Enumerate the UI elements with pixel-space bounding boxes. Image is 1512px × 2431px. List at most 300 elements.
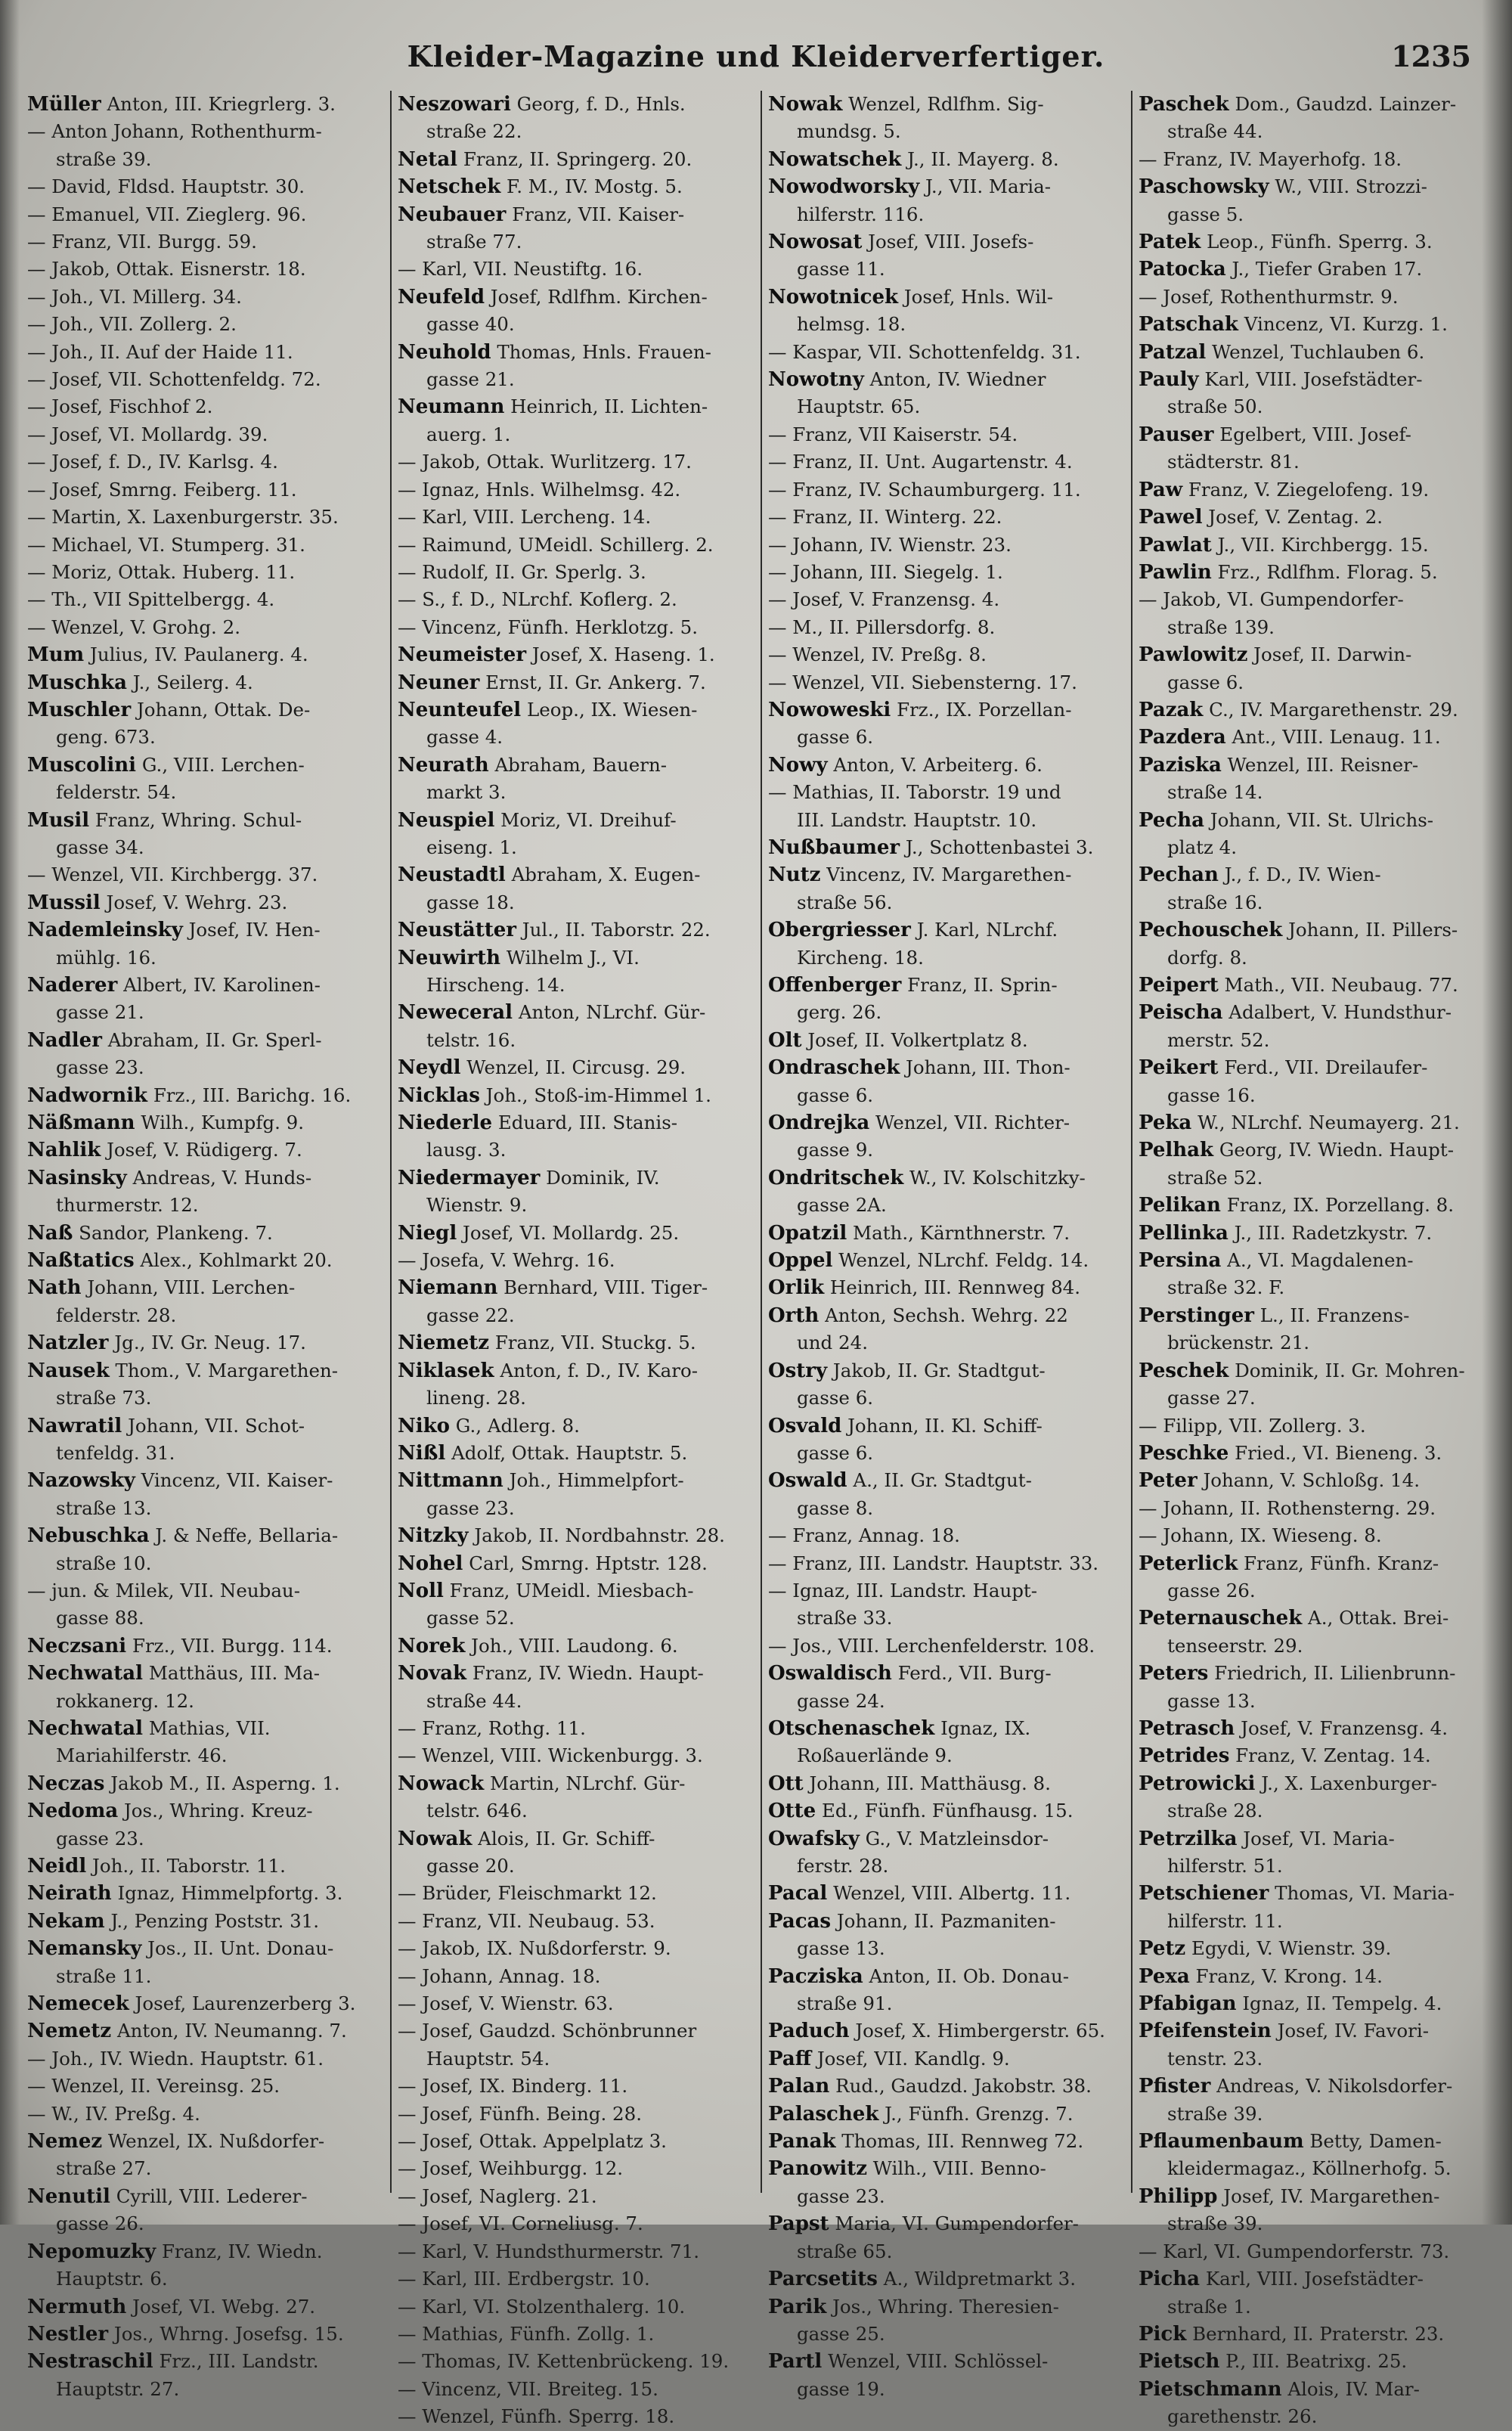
entry-details: Anton, Sechsh. Wehrg. 22 <box>825 1304 1068 1326</box>
entry-details: Jul., II. Taborstr. 22. <box>522 919 711 941</box>
entry-details: W., IV. Kolschitzky- <box>909 1166 1086 1189</box>
entry-continuation <box>398 1027 751 1054</box>
directory-entry <box>398 1082 751 1109</box>
entry-details: J., II. Mayerg. 8. <box>907 147 1059 170</box>
entry-details: Fried., VI. Bieneng. 3. <box>1235 1441 1442 1464</box>
directory-entry <box>398 504 751 531</box>
entry-details: — Jakob, Ottak. Eisnerstr. 18. <box>27 258 306 281</box>
directory-entry <box>768 1797 1122 1825</box>
directory-entry <box>398 146 751 173</box>
entry-surname: Nestler <box>27 2322 109 2346</box>
entry-surname: Nenutil <box>27 2184 110 2208</box>
entry-continuation <box>27 1963 381 1990</box>
entry-details: Abraham, Bauern- <box>494 753 668 776</box>
entry-details: straße 13. <box>56 1496 152 1519</box>
entry-surname: Petrzilka <box>1139 1827 1238 1850</box>
directory-entry <box>768 1302 1122 1329</box>
directory-entry <box>27 1522 381 1549</box>
entry-details: Franz, IV. Wiedn. <box>161 2240 323 2262</box>
entry-details: Anton, III. Kriegrlerg. 3. <box>107 93 336 115</box>
entry-details: — Wenzel, VII. Kirchbergg. 37. <box>27 864 318 886</box>
entry-surname: Nadler <box>27 1028 102 1052</box>
directory-entry <box>398 448 751 476</box>
entry-details: — Rudolf, II. Gr. Sperlg. 3. <box>398 560 646 583</box>
entry-details: J., Penzing Poststr. 31. <box>110 1909 320 1932</box>
entry-details: — W., IV. Preßg. 4. <box>27 2102 200 2125</box>
entry-details: gasse 23. <box>797 2184 885 2207</box>
entry-details: Wenzel, IX. Nußdorfer- <box>107 2130 325 2153</box>
directory-entry <box>27 1715 381 1742</box>
directory-entry <box>398 2128 751 2155</box>
entry-surname: Partl <box>768 2350 823 2374</box>
entry-surname: Netschek <box>398 175 501 199</box>
entry-details: straße 50. <box>1167 395 1263 418</box>
entry-details: — Wenzel, Fünfh. Sperrg. 18. <box>398 2405 675 2428</box>
directory-entry <box>1139 1522 1492 1549</box>
directory-entry <box>27 1027 381 1054</box>
entry-continuation <box>1139 779 1492 806</box>
entry-continuation <box>1139 1577 1492 1605</box>
entry-details: Betty, Damen- <box>1309 2130 1442 2153</box>
entry-details: Josef, V. Franzensg. 4. <box>1241 1716 1448 1739</box>
entry-surname: Peschke <box>1139 1441 1229 1465</box>
directory-entry <box>398 2155 751 2182</box>
directory-entry <box>27 311 381 338</box>
entry-surname: Paziska <box>1139 753 1222 777</box>
entry-surname: Picha <box>1139 2268 1201 2291</box>
entry-details: Franz, II. Springerg. 20. <box>463 147 692 170</box>
entry-surname: Otte <box>768 1800 816 1823</box>
entry-details: — Joh., IV. Wiedn. Hauptstr. 61. <box>27 2047 324 2070</box>
entry-surname: Nazowsky <box>27 1469 135 1493</box>
entry-surname: Pazak <box>1139 698 1204 721</box>
directory-entry <box>768 421 1122 448</box>
directory-entry <box>1139 1990 1492 2017</box>
directory-entry <box>27 889 381 916</box>
directory-entry <box>398 916 751 944</box>
entry-surname: Nowodworsky <box>768 175 920 199</box>
entry-details: — Emanuel, VII. Zieglerg. 96. <box>27 203 307 225</box>
directory-entry <box>398 1660 751 1687</box>
entry-details: felderstr. 54. <box>56 781 177 804</box>
entry-continuation <box>768 311 1122 338</box>
entry-continuation <box>1139 1329 1492 1357</box>
entry-continuation <box>768 1990 1122 2017</box>
entry-surname: Muschka <box>27 671 127 694</box>
directory-entry <box>398 559 751 586</box>
directory-entry <box>27 366 381 393</box>
directory-entry <box>27 1935 381 1962</box>
entry-surname: Nowotnicek <box>768 285 899 309</box>
entry-details: Joh., Stoß-im-Himmel 1. <box>485 1084 711 1106</box>
directory-entry <box>398 1247 751 1274</box>
directory-entry <box>1139 284 1492 311</box>
directory-entry <box>27 752 381 779</box>
directory-entry <box>1139 972 1492 999</box>
entry-continuation <box>27 2376 381 2403</box>
entry-details: gasse 40. <box>426 313 515 336</box>
entry-details: Josef, VII. Kandlg. 9. <box>816 2047 1010 2070</box>
entry-surname: Niederle <box>398 1112 493 1135</box>
entry-details: gasse 4. <box>426 726 503 749</box>
entry-surname: Oppel <box>768 1249 833 1273</box>
entry-details: gasse 11. <box>797 258 885 281</box>
entry-surname: Neirath <box>27 1882 112 1905</box>
entry-continuation <box>27 944 381 972</box>
entry-surname: Petrides <box>1139 1744 1230 1768</box>
directory-entry <box>398 2403 751 2430</box>
entry-details: C., IV. Margarethenstr. 29. <box>1209 698 1458 721</box>
entry-surname: Pelikan <box>1139 1194 1221 1217</box>
directory-entry <box>1139 1495 1492 1522</box>
directory-entry <box>768 861 1122 888</box>
entry-details: gasse 6. <box>1167 671 1244 693</box>
entry-details: Wenzel, NLrchf. Feldg. 14. <box>838 1249 1089 1272</box>
entry-details: — Josef, f. D., IV. Karlsg. 4. <box>27 451 278 473</box>
entry-details: Wilh., VIII. Benno- <box>872 2157 1046 2180</box>
directory-entry <box>27 118 381 145</box>
entry-continuation <box>768 1384 1122 1412</box>
entry-details: — jun. & Milek, VII. Neubau- <box>27 1579 300 1602</box>
entry-details: straße 33. <box>797 1607 893 1629</box>
directory-entry <box>768 2265 1122 2293</box>
entry-details: geng. 673. <box>56 726 156 749</box>
entry-details: — Ignaz, III. Landstr. Haupt- <box>768 1579 1038 1602</box>
entry-details: hilferstr. 11. <box>1167 1909 1283 1932</box>
entry-continuation <box>27 1688 381 1715</box>
entry-surname: Nowak <box>398 1827 472 1850</box>
entry-details: — Franz, Rothg. 11. <box>398 1716 586 1739</box>
directory-entry <box>1139 1742 1492 1769</box>
entry-details: felderstr. 28. <box>56 1304 177 1326</box>
directory-entry <box>398 2017 751 2045</box>
entry-surname: Nittmann <box>398 1469 503 1493</box>
entry-details: brückenstr. 21. <box>1167 1332 1309 1354</box>
directory-entry <box>27 807 381 834</box>
entry-details: gasse 21. <box>56 1001 144 1024</box>
entry-continuation <box>768 1192 1122 1219</box>
directory-entry <box>27 861 381 888</box>
entry-details: garethenstr. 26. <box>1167 2405 1318 2428</box>
directory-entry <box>27 1633 381 1660</box>
directory-entry <box>1139 311 1492 338</box>
directory-entry <box>1139 1220 1492 1247</box>
directory-entry <box>398 1522 751 1549</box>
directory-entry <box>398 1357 751 1384</box>
directory-entry <box>27 1247 381 1274</box>
entry-details: III. Landstr. Hauptstr. 10. <box>797 808 1037 831</box>
entry-surname: Otschenaschek <box>768 1716 935 1740</box>
directory-entry <box>398 861 751 888</box>
entry-details: — Johann, II. Rothensterng. 29. <box>1139 1496 1436 1519</box>
entry-continuation <box>768 118 1122 145</box>
entry-details: — Wenzel, IV. Preßg. 8. <box>768 643 987 666</box>
entry-details: — Karl, III. Erdbergstr. 10. <box>398 2268 650 2290</box>
entry-details: gasse 27. <box>1167 1387 1256 1409</box>
entry-continuation <box>398 366 751 393</box>
entry-continuation <box>398 1853 751 1880</box>
entry-continuation <box>398 1136 751 1164</box>
page-shadow-left <box>0 0 20 2225</box>
entry-details: Vincenz, VI. Kurzg. 1. <box>1244 313 1448 336</box>
directory-entry <box>1139 1963 1492 1990</box>
entry-continuation <box>768 1082 1122 1109</box>
entry-continuation <box>1139 1853 1492 1880</box>
entry-continuation <box>27 999 381 1026</box>
entry-details: straße 65. <box>797 2240 893 2262</box>
entry-surname: Pacas <box>768 1909 832 1933</box>
directory-entry <box>398 256 751 283</box>
entry-surname: Naß <box>27 1221 73 1245</box>
entry-details: L., II. Franzens- <box>1259 1304 1410 1326</box>
directory-entry <box>398 532 751 559</box>
entry-details: — Josef, Fünfh. Being. 28. <box>398 2102 643 2125</box>
entry-surname: Paff <box>768 2047 812 2070</box>
entry-continuation <box>398 421 751 448</box>
entry-surname: Neustadtl <box>398 864 506 887</box>
directory-entry <box>398 2293 751 2321</box>
entry-surname: Patschak <box>1139 313 1238 336</box>
entry-surname: Nath <box>27 1276 82 1300</box>
directory-entry <box>768 2293 1122 2321</box>
entry-details: Anton, IV. Wiedner <box>869 368 1046 391</box>
entry-details: Abraham, X. Eugen- <box>511 864 701 886</box>
entry-continuation <box>768 807 1122 834</box>
entry-continuation <box>768 1935 1122 1962</box>
entry-surname: Opatzil <box>768 1221 847 1245</box>
directory-entry <box>1139 559 1492 586</box>
entry-continuation <box>768 724 1122 751</box>
entry-continuation <box>1139 614 1492 641</box>
entry-surname: Nutz <box>768 864 821 887</box>
entry-details: — Josef, V. Franzensg. 4. <box>768 588 1000 611</box>
entry-surname: Neuner <box>398 671 480 694</box>
entry-surname: Nebuschka <box>27 1524 150 1548</box>
entry-details: gasse 2A. <box>797 1194 887 1217</box>
entry-continuation <box>1139 1688 1492 1715</box>
entry-continuation <box>768 1495 1122 1522</box>
entry-details: gasse 23. <box>56 1827 144 1850</box>
entry-details: — Franz, VII Kaiserstr. 54. <box>768 423 1018 445</box>
entry-details: Frz., III. Landstr. <box>159 2350 319 2373</box>
entry-surname: Nepomuzky <box>27 2240 156 2263</box>
entry-details: Wenzel, VIII. Albertg. 11. <box>833 1882 1071 1905</box>
directory-entry <box>768 916 1122 944</box>
directory-entry <box>398 669 751 696</box>
entry-details: Friedrich, II. Lilienbrunn- <box>1214 1662 1456 1685</box>
directory-entry <box>27 2073 381 2100</box>
entry-details: Josef, V. Zentag. 2. <box>1208 506 1383 529</box>
entry-details: ferstr. 28. <box>797 1855 889 1877</box>
directory-entry <box>398 2183 751 2210</box>
entry-details: — Jakob, VI. Gumpendorfer- <box>1139 588 1404 611</box>
directory-entry <box>1139 586 1492 613</box>
entry-details: Abraham, II. Gr. Sperl- <box>107 1028 322 1051</box>
entry-details: straße 39. <box>1167 2212 1263 2235</box>
directory-entry <box>768 1550 1122 1577</box>
directory-entry <box>768 173 1122 200</box>
entry-surname: Neczsani <box>27 1634 127 1657</box>
entry-surname: Nedoma <box>27 1800 119 1823</box>
entry-details: Franz, Fünfh. Kranz- <box>1244 1552 1439 1574</box>
entry-details: Hauptstr. 65. <box>797 395 921 418</box>
directory-entry <box>768 228 1122 256</box>
entry-continuation <box>1139 1797 1492 1825</box>
entry-details: A., Wildpretmarkt 3. <box>883 2268 1077 2290</box>
directory-entry <box>1139 2183 1492 2210</box>
directory-entry <box>768 2017 1122 2045</box>
entry-details: Mathias, VII. <box>148 1716 271 1739</box>
directory-entry <box>1139 476 1492 504</box>
entry-details: — Josef, Rothenthurmstr. 9. <box>1139 285 1399 308</box>
entry-details: Johann, VII. St. Ulrichs- <box>1210 808 1434 831</box>
directory-entry <box>768 669 1122 696</box>
entry-details: J., Tiefer Graben 17. <box>1232 258 1423 281</box>
directory-entry <box>1139 2376 1492 2403</box>
entry-details: gasse 20. <box>426 1855 515 1877</box>
entry-details: Anton, f. D., IV. Karo- <box>500 1359 699 1381</box>
entry-details: straße 16. <box>1167 891 1263 913</box>
entry-details: Franz, IV. Wiedn. Haupt- <box>472 1662 704 1685</box>
entry-continuation <box>768 999 1122 1026</box>
entry-details: — Jakob, IX. Nußdorferstr. 9. <box>398 1937 671 1960</box>
entry-surname: Muscolini <box>27 753 137 777</box>
column-1 <box>27 91 381 2400</box>
directory-entry <box>768 1770 1122 1797</box>
entry-surname: Müller <box>27 93 101 116</box>
entry-details: Josef, VI. Mollardg. 25. <box>463 1221 680 1244</box>
entry-details: Heinrich, III. Rennweg 84. <box>829 1276 1081 1299</box>
entry-continuation <box>27 834 381 861</box>
entry-surname: Niedermayer <box>398 1166 541 1189</box>
directory-entry <box>768 2348 1122 2375</box>
entry-details: Franz, II. Sprin- <box>907 974 1058 996</box>
entry-details: Josef, Rdlfhm. Kirchen- <box>490 285 708 308</box>
entry-details: Ferd., VII. Dreilaufer- <box>1224 1056 1428 1079</box>
entry-details: G., Adlerg. 8. <box>455 1414 580 1437</box>
entry-details: hilferstr. 116. <box>797 203 925 225</box>
entry-surname: Pietsch <box>1139 2350 1220 2374</box>
directory-entry <box>1139 2128 1492 2155</box>
directory-entry <box>768 1880 1122 1907</box>
entry-details: Wilh., Kumpfg. 9. <box>141 1112 305 1134</box>
entry-continuation <box>27 1192 381 1219</box>
entry-details: Joh., VIII. Laudong. 6. <box>471 1634 678 1657</box>
directory-entry <box>1139 1109 1492 1136</box>
directory-entry <box>1139 504 1492 531</box>
directory-entry <box>768 1109 1122 1136</box>
entry-details: straße 77. <box>426 231 522 253</box>
directory-entry <box>768 1825 1122 1853</box>
entry-details: Jg., IV. Gr. Neug. 17. <box>114 1332 306 1354</box>
entry-details: Josef, VIII. Josefs- <box>868 231 1034 253</box>
entry-details: gasse 25. <box>797 2322 885 2345</box>
directory-entry <box>1139 641 1492 668</box>
entry-details: Rud., Gaudzd. Jakobstr. 38. <box>835 2075 1092 2098</box>
directory-entry <box>768 2101 1122 2128</box>
entry-surname: Peter <box>1139 1469 1198 1493</box>
entry-continuation <box>398 311 751 338</box>
column-2 <box>398 91 751 2428</box>
directory-entry <box>1139 146 1492 173</box>
directory-entry <box>398 2101 751 2128</box>
directory-entry <box>768 1660 1122 1687</box>
entry-surname: Petschiener <box>1139 1882 1269 1905</box>
directory-entry <box>1139 173 1492 200</box>
entry-details: Jakob, II. Gr. Stadtgut- <box>832 1359 1046 1381</box>
directory-entry <box>1139 91 1492 118</box>
entry-details: Johann, II. Kl. Schiff- <box>847 1414 1043 1437</box>
entry-surname: Peterlick <box>1139 1552 1238 1575</box>
entry-surname: Pauser <box>1139 423 1214 446</box>
entry-surname: Neunteufel <box>398 698 522 721</box>
entry-surname: Nowatschek <box>768 147 902 171</box>
directory-entry <box>398 2238 751 2265</box>
directory-entry <box>398 752 751 779</box>
entry-details: merstr. 52. <box>1167 1028 1270 1051</box>
entry-surname: Nißl <box>398 1441 446 1465</box>
entry-surname: Nicklas <box>398 1084 480 1107</box>
entry-details: Ed., Fünfh. Fünfhausg. 15. <box>822 1800 1074 1822</box>
entry-details: straße 73. <box>56 1387 152 1409</box>
entry-details: straße 39. <box>1167 2102 1263 2125</box>
directory-entry <box>398 1412 751 1440</box>
directory-entry <box>27 201 381 228</box>
directory-entry <box>27 641 381 668</box>
entry-continuation <box>398 1192 751 1219</box>
directory-entry <box>1139 916 1492 944</box>
entry-details: Martin, NLrchf. Gür- <box>489 1772 686 1794</box>
entry-details: Johann, III. Thon- <box>906 1056 1070 1079</box>
directory-entry <box>398 1715 751 1742</box>
directory-entry <box>1139 1550 1492 1577</box>
directory-entry <box>398 2348 751 2375</box>
entry-details: Maria, VI. Gumpendorfer- <box>835 2212 1079 2235</box>
directory-entry <box>27 2321 381 2348</box>
directory-entry <box>768 284 1122 311</box>
directory-entry <box>1139 1660 1492 1687</box>
entry-details: Johann, VII. Schot- <box>128 1414 305 1437</box>
entry-details: J., Fünfh. Grenzg. 7. <box>885 2102 1074 2125</box>
entry-surname: Petrasch <box>1139 1716 1235 1740</box>
entry-details: Egydi, V. Wienstr. 39. <box>1191 1937 1392 1960</box>
entry-details: — Josefa, V. Wehrg. 16. <box>398 1249 615 1272</box>
directory-entry <box>1139 1605 1492 1632</box>
directory-entry <box>398 1054 751 1081</box>
directory-entry <box>1139 752 1492 779</box>
entry-details: Albert, IV. Karolinen- <box>123 974 321 996</box>
directory-entry <box>27 1467 381 1494</box>
entry-surname: Nermuth <box>27 2295 127 2318</box>
entry-details: A., Ottak. Brei- <box>1308 1607 1449 1629</box>
entry-surname: Pfabigan <box>1139 1992 1237 2016</box>
entry-details: A., VI. Magdalenen- <box>1227 1249 1414 1272</box>
entry-continuation <box>1139 834 1492 861</box>
entry-surname: Pflaumenbaum <box>1139 2130 1304 2153</box>
directory-entry <box>27 2293 381 2321</box>
entry-surname: Niklasek <box>398 1359 494 1382</box>
directory-columns <box>27 91 1485 2428</box>
directory-entry <box>27 2128 381 2155</box>
entry-details: — Joh., II. Auf der Haide 11. <box>27 340 293 363</box>
entry-details: Anton, NLrchf. Gür- <box>518 1001 706 1024</box>
entry-continuation <box>27 2210 381 2237</box>
entry-details: — Johann, Annag. 18. <box>398 1964 601 1987</box>
entry-details: straße 32. F. <box>1167 1276 1285 1299</box>
entry-surname: Nemez <box>27 2130 103 2153</box>
entry-details: — Anton Johann, Rothenthurm- <box>27 120 322 143</box>
entry-details: Leop., IX. Wiesen- <box>526 698 698 721</box>
